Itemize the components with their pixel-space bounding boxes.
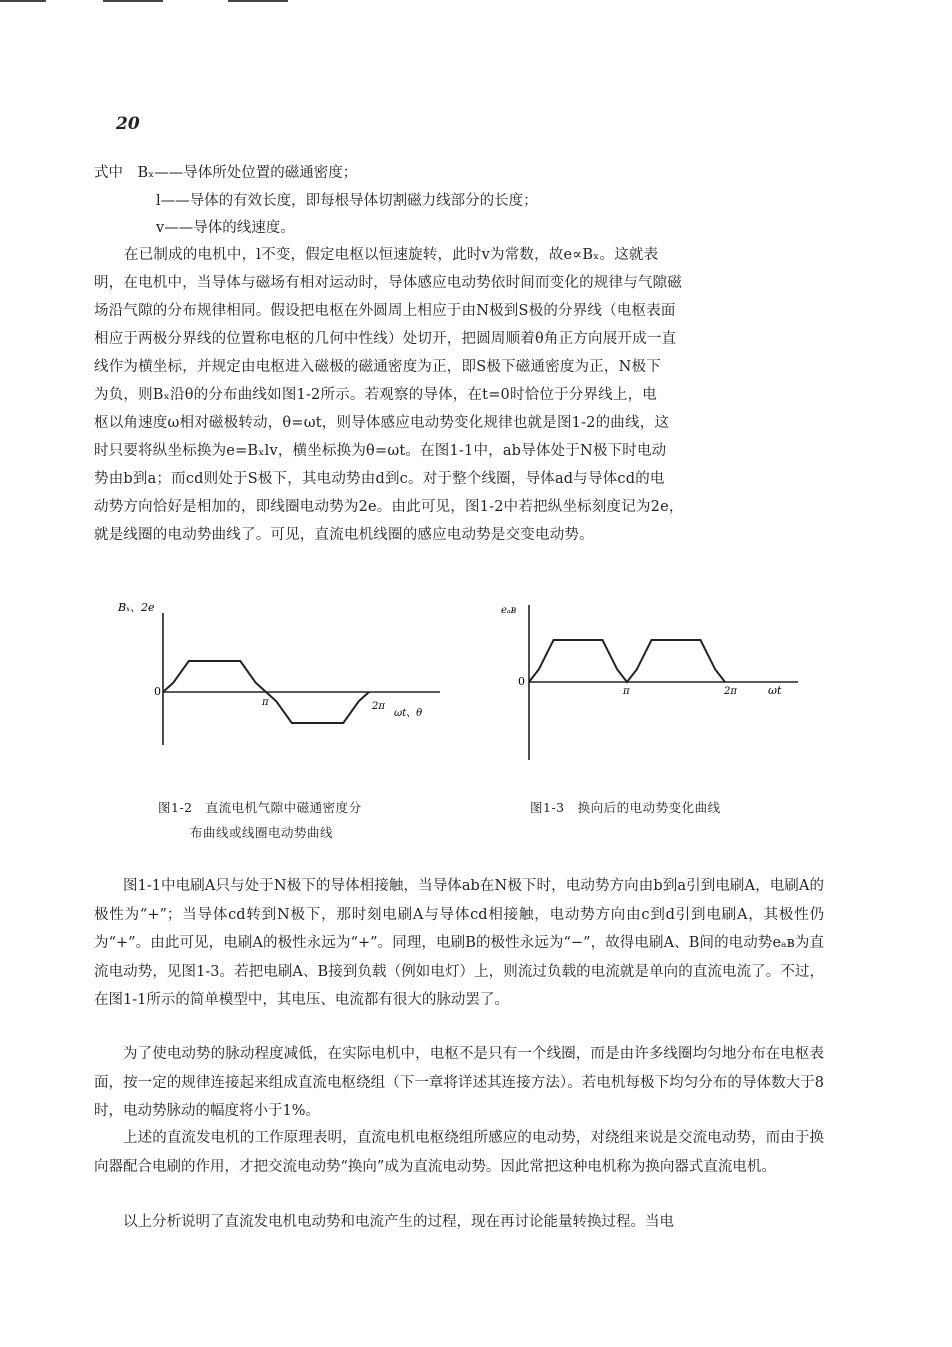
paragraph-brush-polarity: 图1-1中电刷A只与处于N极下的导体相接触，当导体ab在N极下时，电动势方向由b到a引到电刷A，电刷A的极性为“+”；当导体cd转到N极下，那时刻电刷A与导体cd相接触，电动势方向由c到d引到电刷A，其极性仍为“+”。由此可见，电刷A的极性永远为“+”。同理，电刷B的极性永远为“−”，故得电刷A、B间的电动势eₐʙ为直流电动势，见图1-3。若把电刷A、B接到负载（例如电灯）上，则流过负载的电流就是单向的直流电流了。不过，在图1-1所示的简单模型中，其电压、电流都有很大的脉动罢了。	[94, 878, 824, 1009]
para1-line: 在已制成的电机中，l不变，假定电枢以恒速旋转，此时v为常数，故e∝Bₓ。这就表	[124, 247, 659, 263]
fig3-2pi-label: 2π	[724, 686, 737, 697]
paragraph-energy: 以上分析说明了直流发电机电动势和电流产生的过程，现在再讨论能量转换过程。当电	[123, 1214, 674, 1230]
fig3-series-line	[529, 640, 725, 682]
fig2-y-label: Bₓ、2e	[118, 601, 155, 614]
fig2-x-label: ωt、θ	[394, 708, 423, 719]
top-rule-3	[228, 0, 288, 2]
top-rule-1	[0, 0, 46, 2]
fig2-caption-line1: 图1-2 直流电机气隙中磁通密度分	[158, 800, 362, 815]
fig3-origin-label: 0	[518, 675, 525, 688]
figure-1-2	[110, 595, 450, 755]
definition-v: v——导体的线速度。	[156, 220, 295, 236]
fig2-origin-label: 0	[154, 685, 161, 698]
page-number: 20	[116, 114, 140, 134]
fig2-pi-label: π	[262, 697, 269, 708]
fig2-2pi-label: 2π	[372, 701, 385, 712]
paragraph-commutator: 上述的直流发电机的工作原理表明，直流电机电枢绕组所感应的电动势，对绕组来说是交流电动势，而由于换向器配合电刷的作用，才把交流电动势“换向”成为直流电动势。因此常把这种电机称为换向器式直流电机。	[94, 1130, 824, 1175]
para1-line: 为负，则Bₓ沿θ的分布曲线如图1-2所示。若观察的导体，在t=0时恰位于分界线上，电	[94, 387, 657, 403]
fig2-caption-line2: 布曲线或线圈电动势曲线	[190, 825, 334, 840]
figure-1-3	[498, 595, 808, 770]
para1-line: 场沿气隙的分布规律相同。假设把电枢在外圆周上相应于由N极到S极的分界线（电枢表面	[94, 303, 676, 319]
para1-line: 动势方向恰好是相加的，即线圈电动势为2e。由此可见，图1-2中若把纵坐标刻度记为2e，	[94, 499, 684, 515]
para1-line: 枢以角速度ω相对磁极转动，θ=ωt，则导体感应电动势变化规律也就是图1-2的曲线，这	[94, 415, 670, 431]
para1-line: 时只要将纵坐标换为e=Bₓlv，横坐标换为θ=ωt。在图1-1中，ab导体处于N极下时电动	[94, 443, 667, 459]
para1-line: 线作为横坐标，并规定由电枢进入磁极的磁通密度为正，即S极下磁通密度为正，N极下	[94, 359, 661, 375]
definition-l: l——导体的有效长度，即每根导体切割磁力线部分的长度；	[156, 193, 538, 209]
para1-line: 势由b到a；而cd则处于S极下，其电动势由d到c。对于整个线圈，导体ad与导体cd的电	[94, 471, 665, 487]
fig3-y-label: eₐʙ	[501, 605, 517, 616]
para1-line: 就是线圈的电动势曲线了。可见，直流电机线圈的感应电动势是交变电动势。	[94, 527, 594, 543]
para1-line: 相应于两极分界线的位置称电枢的几何中性线）处切开，把圆周顺着θ角正方向展开成一直	[94, 331, 677, 347]
definition-bx: 式中 Bₓ——导体所处位置的磁通密度；	[94, 165, 358, 181]
paragraph-ripple: 为了使电动势的脉动程度减低，在实际电机中，电枢不是只有一个线圈，而是由许多线圈均匀地分布在电枢表面，按一定的规律连接起来组成直流电枢绕组（下一章将详述其连接方法）。若电机每极下均匀分布的导体数大于8时，电动势脉动的幅度将小于1%。	[94, 1046, 824, 1120]
fig3-caption: 图1-3 换向后的电动势变化曲线	[530, 800, 721, 815]
fig3-x-label: ωt	[768, 684, 782, 697]
para1-line: 明，在电机中，当导体与磁场有相对运动时，导体感应电动势依时间而变化的规律与气隙磁	[94, 275, 682, 291]
top-rule-2	[103, 0, 163, 2]
fig3-pi-label: π	[623, 686, 630, 697]
